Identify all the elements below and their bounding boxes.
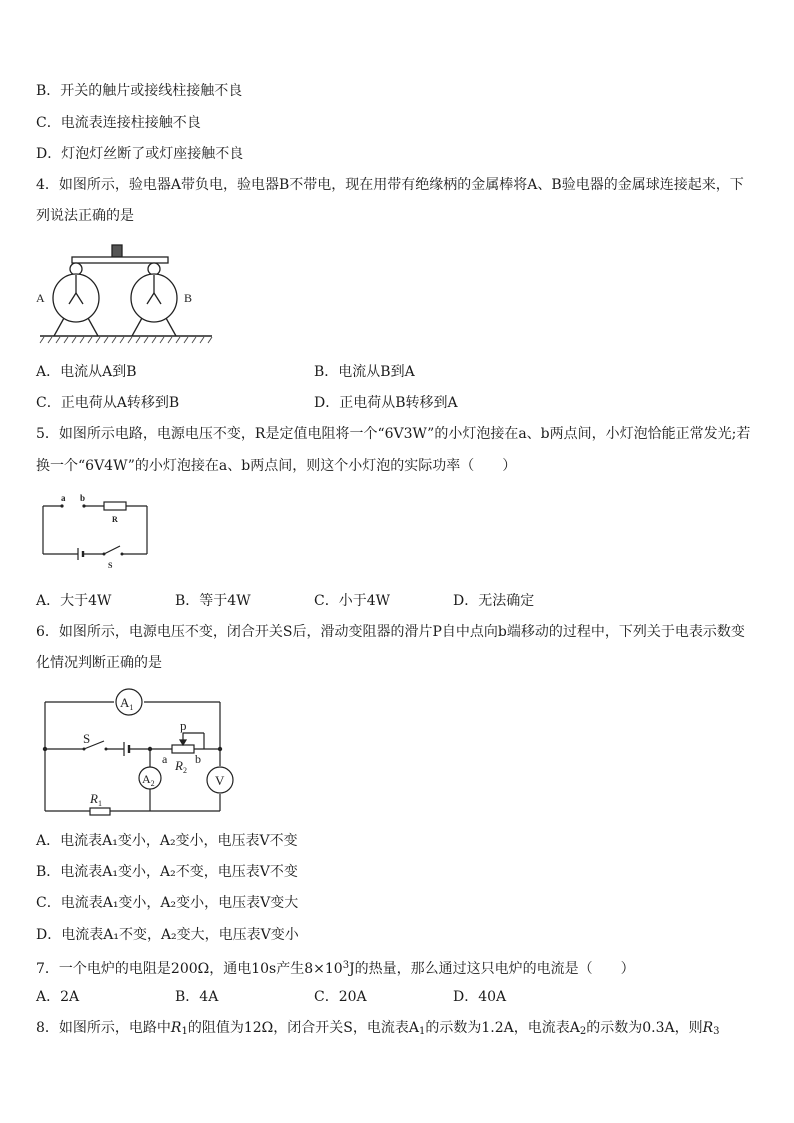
q7-option-a: A．2A xyxy=(36,989,80,1005)
q5-option-b: B．等于4W xyxy=(175,593,251,609)
q7-stem: 7．一个电炉的电阻是200Ω，通电10s产生$8\times 10^3J$的热量，那么通过这只电炉的电流是（ ） xyxy=(36,960,635,977)
q5-label-b: b xyxy=(80,493,86,503)
q5-circuit-figure xyxy=(40,494,152,572)
q7-option-b: B．4A xyxy=(175,989,219,1005)
q6-a-label: a xyxy=(162,752,168,766)
q6-option-b: B．电流表A₁变小，A₂不变，电压表V不变 xyxy=(36,864,298,880)
q6-option-d: D．电流表A₁不变，A₂变大，电压表V变小 xyxy=(36,927,299,943)
q4-electroscope-figure xyxy=(36,244,216,344)
q4-option-d: D．正电荷从B转移到A xyxy=(314,395,458,411)
q5-stem-line2: 换一个“6V4W”的小灯泡接在a、b两点间，则这个小灯泡的实际功率（ ） xyxy=(36,458,517,474)
q6-stem-line2: 化情况判断正确的是 xyxy=(36,655,162,671)
q6-r2-label: R xyxy=(175,758,183,773)
q6-option-c: C．电流表A₁变小，A₂变小，电压表V变大 xyxy=(36,895,299,911)
svg-text:R2: $R_2$ xyxy=(175,758,187,775)
q5-label-r: R xyxy=(112,515,118,524)
q4-label-b: B xyxy=(184,291,193,305)
q7-option-c: C．20A xyxy=(314,989,367,1005)
q4-stem-line1: 4．如图所示，验电器A带负电，验电器B不带电，现在用带有绝缘柄的金属棒将A、B验电器的金属球连接起来，下 xyxy=(36,177,744,193)
q6-s-label: S xyxy=(83,731,91,746)
q5-option-d: D．无法确定 xyxy=(453,593,535,609)
q7-option-d: D．40A xyxy=(453,989,507,1005)
q4-option-a: A．电流从A到B xyxy=(36,364,137,380)
q6-a2-label: A xyxy=(142,772,151,786)
q4-option-c: C．正电荷从A转移到B xyxy=(36,395,180,411)
q5-label-a: a xyxy=(61,493,66,503)
q5-option-c: C．小于4W xyxy=(314,593,391,609)
q6-option-a: A．电流表A₁变小，A₂变小，电压表V不变 xyxy=(36,833,298,849)
svg-text:A2: $A_2$ xyxy=(142,772,155,788)
q4-stem-line2: 列说法正确的是 xyxy=(36,208,134,224)
q4-label-a: A xyxy=(36,291,45,305)
q5-option-a: A．大于4W xyxy=(36,593,112,609)
q6-a1-label: A xyxy=(120,695,130,710)
q6-p-label: p xyxy=(180,718,187,733)
q6-r1-label: R xyxy=(90,791,98,806)
q6-b-label: b xyxy=(195,752,201,766)
q8-stem: 8．如图所示，电路中$R_1$的阻值为12Ω，闭合开关S，电流表$A_1$的示数为1.2A，电流表$A_2$的示数为0.3A，则$R_3$ xyxy=(36,1020,720,1037)
q6-v-label: V xyxy=(215,773,225,788)
svg-text:R1: $R_1$ xyxy=(90,791,102,808)
q5-stem-line1: 5．如图所示电路，电源电压不变，R是定值电阻将一个“6V3W”的小灯泡接在a、b两点间，小灯泡恰能正常发光;若 xyxy=(36,426,751,442)
svg-text:A1: $A_1$ xyxy=(120,695,134,712)
q3-option-d: D．灯泡灯丝断了或灯座接触不良 xyxy=(36,146,244,162)
q6-circuit-figure xyxy=(38,686,238,816)
q3-option-c: C．电流表连接柱接触不良 xyxy=(36,115,201,131)
q3-option-b: B．开关的触片或接线柱接触不良 xyxy=(36,83,243,99)
q6-stem-line1: 6．如图所示，电源电压不变，闭合开关S后，滑动变阻器的滑片P自中点向b端移动的过程中，下列关于电表示数变 xyxy=(36,624,745,640)
q4-option-b: B．电流从B到A xyxy=(314,364,415,380)
q5-label-s: S xyxy=(108,561,113,570)
